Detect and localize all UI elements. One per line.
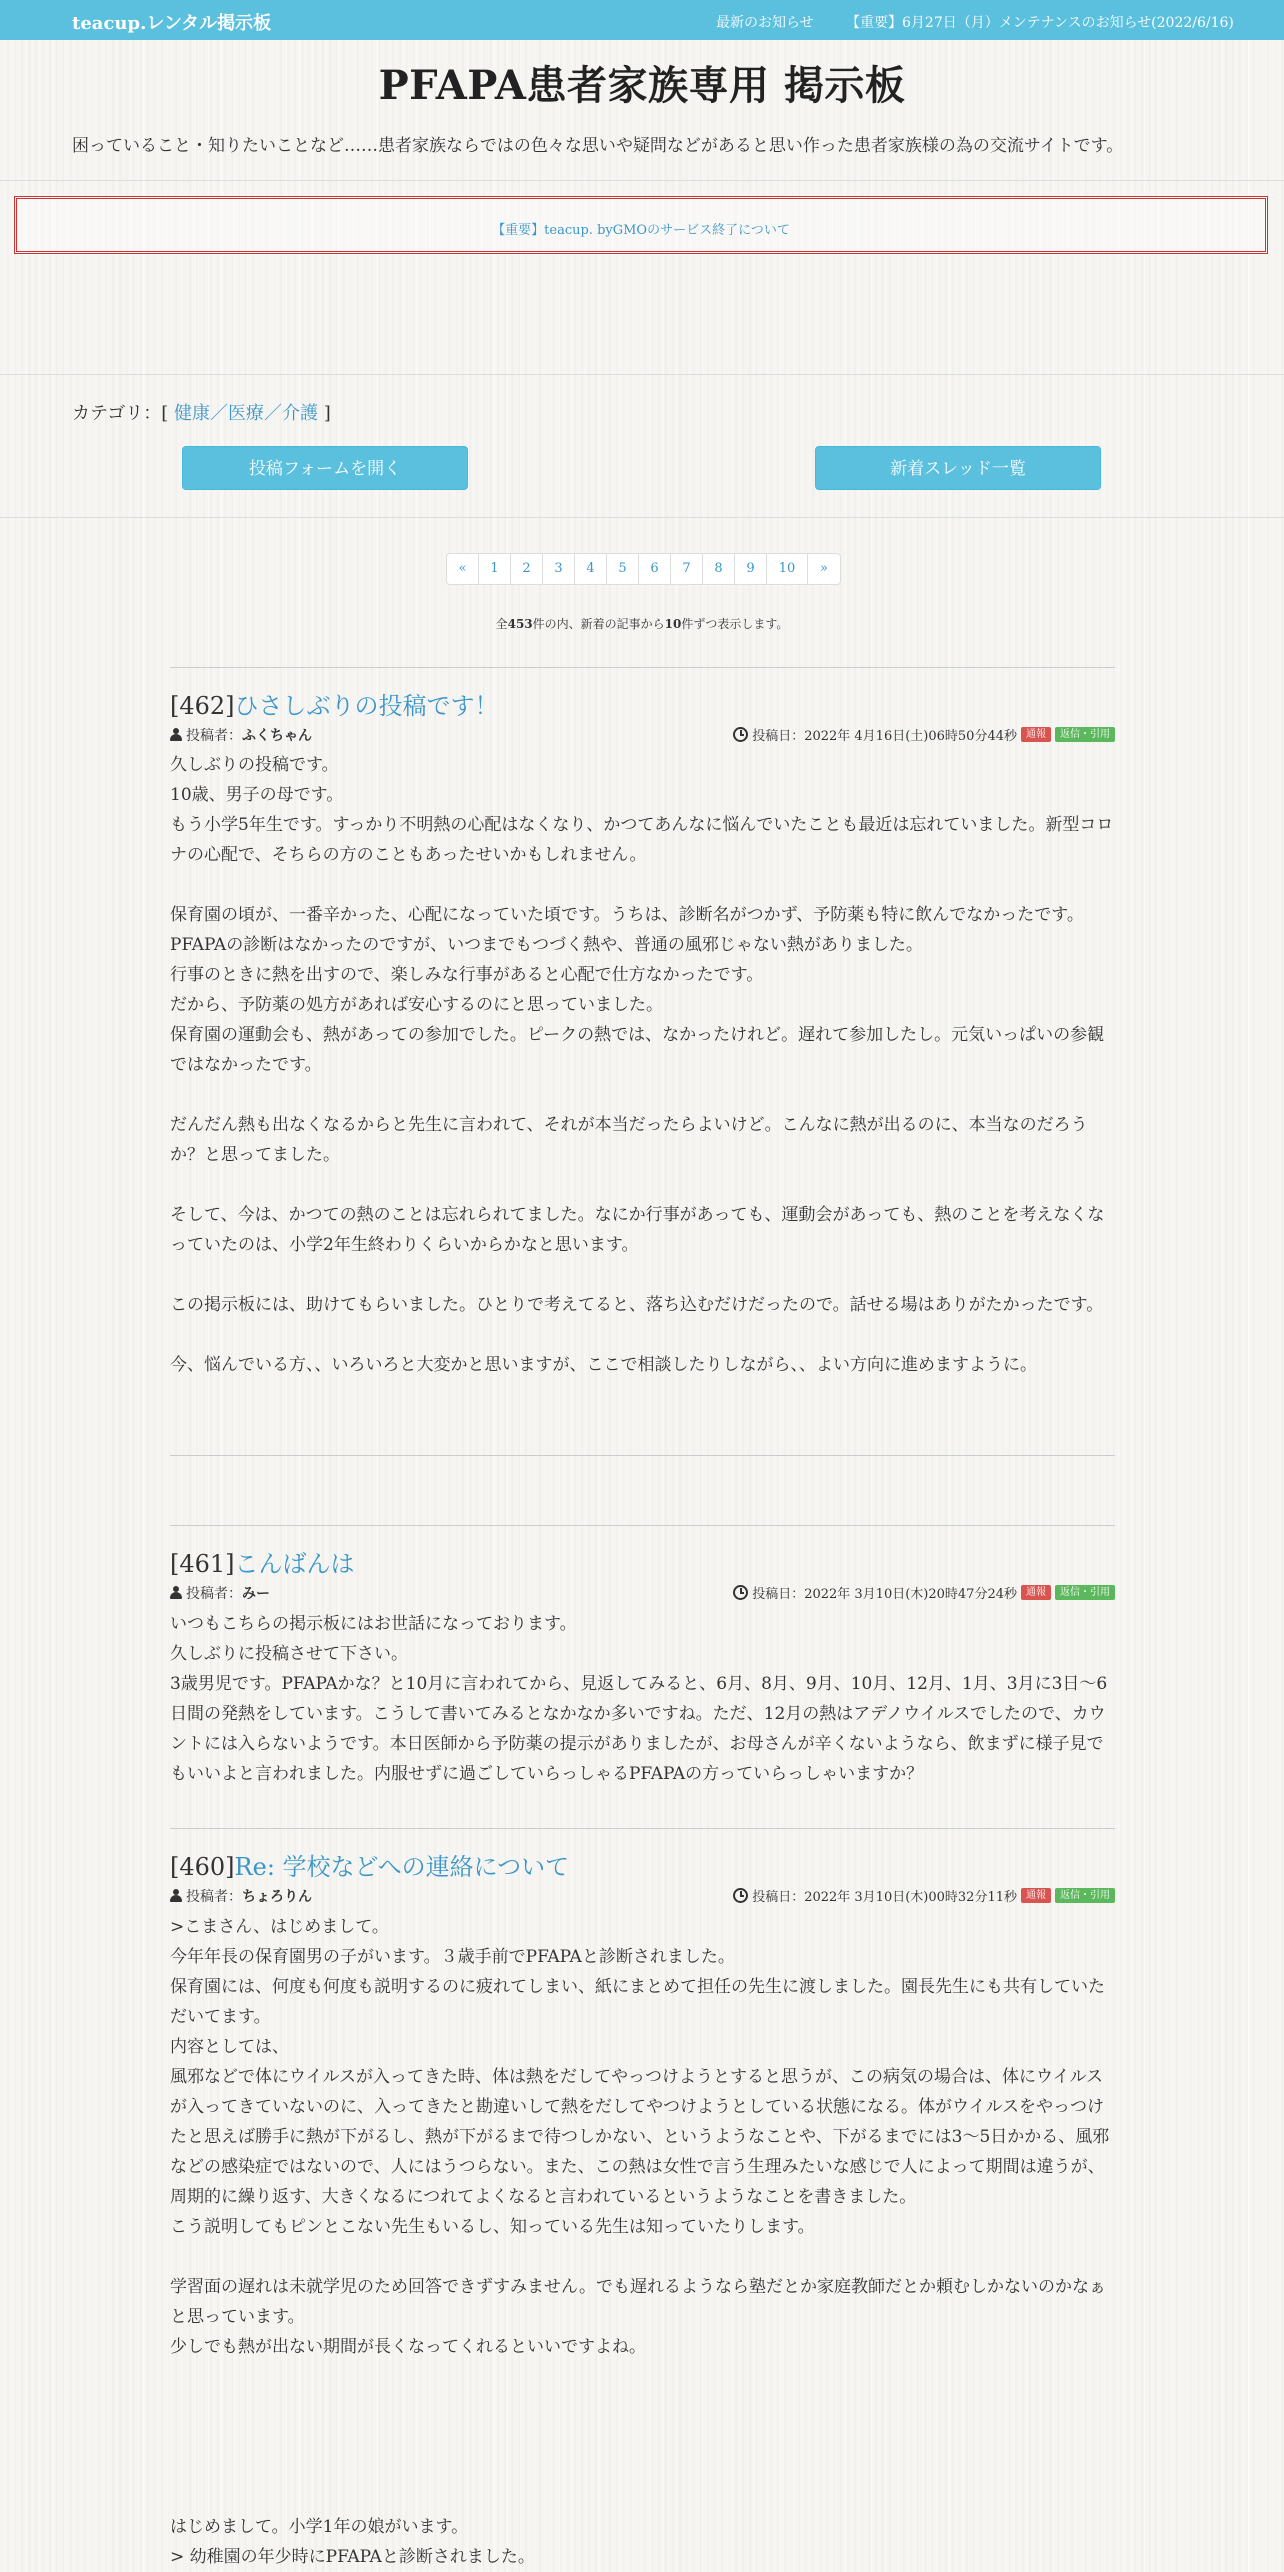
report-button[interactable]: 通報 xyxy=(1021,1888,1051,1903)
divider xyxy=(0,517,1284,518)
board-description: 困っていること・知りたいことなど……患者家族ならではの色々な思いや疑問などがあると思い作った患者家族様の為の交流サイトです。 xyxy=(72,136,1124,156)
post-divider xyxy=(170,1525,1115,1526)
pagination-info: 全453件の内、新着の記事から10件ずつ表示します。 xyxy=(495,617,789,631)
post-date: 投稿日：2022年 3月10日(木)00時32分11秒 xyxy=(752,1890,1017,1905)
post-body: いつもこちらの掲示板にはお世話になっております。 久しぶりに投稿させて下さい。 3歳男児です。PFAPAかな？と10月に言われてから、見返してみると、6月、8月、9月、10月、12月、1月、3月に3日～6日間の発熱をしています。こうして書いてみるとなかなか多いですね。ただ、12月の熱はアデノウイルスでしたので、カウントには入らないようです。本日医師から予防薬の提示がありましたが、お母さんが辛くないようなら、飲まずに様子見でもいいよと言われました。内服せずに過ごしていらっしゃるPFAPAの方っていらっしゃいますか？ xyxy=(170,1614,1108,1784)
news-link[interactable]: 最新のお知らせ xyxy=(716,15,814,31)
page-6[interactable]: 6 xyxy=(638,553,671,585)
page-10[interactable]: 10 xyxy=(766,553,808,585)
notice-link[interactable]: 【重要】teacup. byGMOのサービス終了について xyxy=(492,223,790,238)
post-id: [460] xyxy=(170,1853,235,1881)
post-id: [461] xyxy=(170,1550,235,1578)
post-meta: 投稿者：みー 投稿日：2022年 3月10日(木)20時47分24秒 通報 返信・引用 xyxy=(170,1583,1115,1603)
page-next[interactable]: » xyxy=(807,553,841,585)
post-divider xyxy=(170,1455,1115,1456)
report-button[interactable]: 通報 xyxy=(1021,1585,1051,1600)
page-3[interactable]: 3 xyxy=(542,553,575,585)
page-prev[interactable]: « xyxy=(446,553,479,585)
post-body: 久しぶりの投稿です。 10歳、男子の母です。 もう小学5年生です。すっかり不明熱の心配はなくなり、かつてあんなに悩んでいたことも最近は忘れていました。新型コロナの心配で、そちらの方のこともあったせいかもしれません。 保育園の頃が、一番辛かった、心配になっていた頃です。うちは、診断名がつかず、予防薬も特に飲んでなかったです。 PFAPAの診断はなかったのですが、いつまでもつづく熱や、普通の風邪じゃない熱がありました。 行事のときに熱を出すので、楽しみな行事があると心配で仕方なかったです。 だから、予防薬の処方があれば安心するのにと思っていました。 保育園の運動会も、熱があっての参加でした。ピークの熱では、なかったけれど。遅れて参加したし。元気いっぱいの参観ではなかったです。 だんだん熱も出なくなるからと先生に言われて、それが本当だったらよいけど。こんなに熱が出るのに、本当なのだろうか？と思ってました。 そして、今は、かつての熱のことは忘れられてました。なにか行事があっても、運動会があっても、熱のことを考えなくなっていたのは、小学2年生終わりくらいからかなと思います。 この掲示板には、助けてもらいました。ひとりで考えてると、落ち込むだけだったので。話せる場はありがたかったです。 今、悩んでいる方、、いろいろと大変かと思いますが、ここで相談したりしながら、、よい方向に進めますように。 xyxy=(170,755,1114,1375)
post-date: 投稿日：2022年 3月10日(木)20時47分24秒 xyxy=(752,1587,1017,1602)
post-title-heading xyxy=(170,1544,355,1579)
post-author: みー xyxy=(242,1586,270,1602)
divider xyxy=(0,180,1284,181)
post-body: >こまさん、はじめまして。 今年年長の保育園男の子がいます。３歳手前でPFAPAと診断されました。 保育園には、何度も何度も説明するのに疲れてしまい、紙にまとめて担任の先生に渡しました。園長先生にも共有していただいてます。 内容としては、 風邪などで体にウイルスが入ってきた時、体は熱をだしてやっつけようとすると思うが、この病気の場合は、体にウイルスが入ってきていないのに、入ってきたと勘違いして熱をだしてやつけようとしている状態になる。体がウイルスをやっつけたと思えば勝手に熱が下がるし、熱が下がるまで待つしかない、というようなことや、下がるまでには3～5日かかる、風邪などの感染症ではないので、人にはうつらない。また、この熱は女性で言う生理みたいな感じで人によって期間は違うが、周期的に繰り返す、大きくなるにつれてよくなると言われているというようなことを書きました。 こう説明してもピンとこない先生もいるし、知っている先生は知っていたりします。 学習面の遅れは未就学児のため回答できずすみません。でも遅れるようなら塾だとか家庭教師だとか頼むしかないのかなぁと思っています。 少しでも熱が出ない期間が長くなってくれるといいですよね。 はじめまして。小学1年の娘がいます。 > 幼稚園の年少時にPFAPAと診断されました。 xyxy=(170,1917,1110,2567)
reply-quote-button[interactable]: 返信・引用 xyxy=(1055,1888,1115,1903)
reply-quote-button[interactable]: 返信・引用 xyxy=(1055,1585,1115,1600)
page-9[interactable]: 9 xyxy=(734,553,767,585)
post-id: [462] xyxy=(170,692,235,720)
reply-quote-button[interactable]: 返信・引用 xyxy=(1055,727,1115,742)
post-meta: 投稿者：ちょろりん 投稿日：2022年 3月10日(木)00時32分11秒 通報 返信・引用 xyxy=(170,1886,1115,1906)
pagination xyxy=(446,553,841,585)
post-divider xyxy=(170,1828,1115,1829)
post-date: 投稿日：2022年 4月16日(土)06時50分44秒 xyxy=(752,729,1017,744)
user-icon xyxy=(170,728,182,741)
post-title-link[interactable]: こんばんは xyxy=(234,1550,355,1578)
post-author: ふくちゃん xyxy=(242,728,312,744)
category-link[interactable]: 健康／医療／介護 xyxy=(174,403,319,424)
maintenance-link[interactable]: 【重要】6月27日（月）メンテナンスのお知らせ(2022/6/16) xyxy=(846,15,1234,31)
post-title-link[interactable]: ひさしぶりの投稿です！ xyxy=(234,692,499,720)
user-icon xyxy=(170,1889,182,1902)
page-7[interactable]: 7 xyxy=(670,553,703,585)
post-divider xyxy=(170,667,1115,668)
page-2[interactable]: 2 xyxy=(510,553,543,585)
open-post-form-button[interactable]: 投稿フォームを開く xyxy=(182,446,468,490)
brand-link[interactable]: teacup.レンタル掲示板 xyxy=(72,13,272,34)
page-8[interactable]: 8 xyxy=(702,553,735,585)
report-button[interactable]: 通報 xyxy=(1021,727,1051,742)
post-title-heading xyxy=(170,686,499,721)
page-5[interactable]: 5 xyxy=(606,553,639,585)
top-navbar xyxy=(0,0,1284,40)
divider xyxy=(0,374,1284,375)
post-meta: 投稿者：ふくちゃん 投稿日：2022年 4月16日(土)06時50分44秒 通報 返信・引用 xyxy=(170,725,1115,745)
post-title-link[interactable]: Re: 学校などへの連絡について xyxy=(234,1853,570,1881)
board-title[interactable]: PFAPA患者家族専用 掲示板 xyxy=(378,62,906,109)
clock-icon xyxy=(733,727,748,742)
clock-icon xyxy=(733,1888,748,1903)
new-threads-button[interactable]: 新着スレッド一覧 xyxy=(815,446,1101,490)
category-label: カテゴリ：[ 健康／医療／介護 ] xyxy=(72,403,331,424)
post-author: ちょろりん xyxy=(242,1889,312,1905)
post-title-heading xyxy=(170,1847,569,1882)
user-icon xyxy=(170,1586,182,1599)
page-4[interactable]: 4 xyxy=(574,553,607,585)
notice-box xyxy=(14,196,1268,254)
page-1[interactable]: 1 xyxy=(478,553,511,585)
clock-icon xyxy=(733,1585,748,1600)
